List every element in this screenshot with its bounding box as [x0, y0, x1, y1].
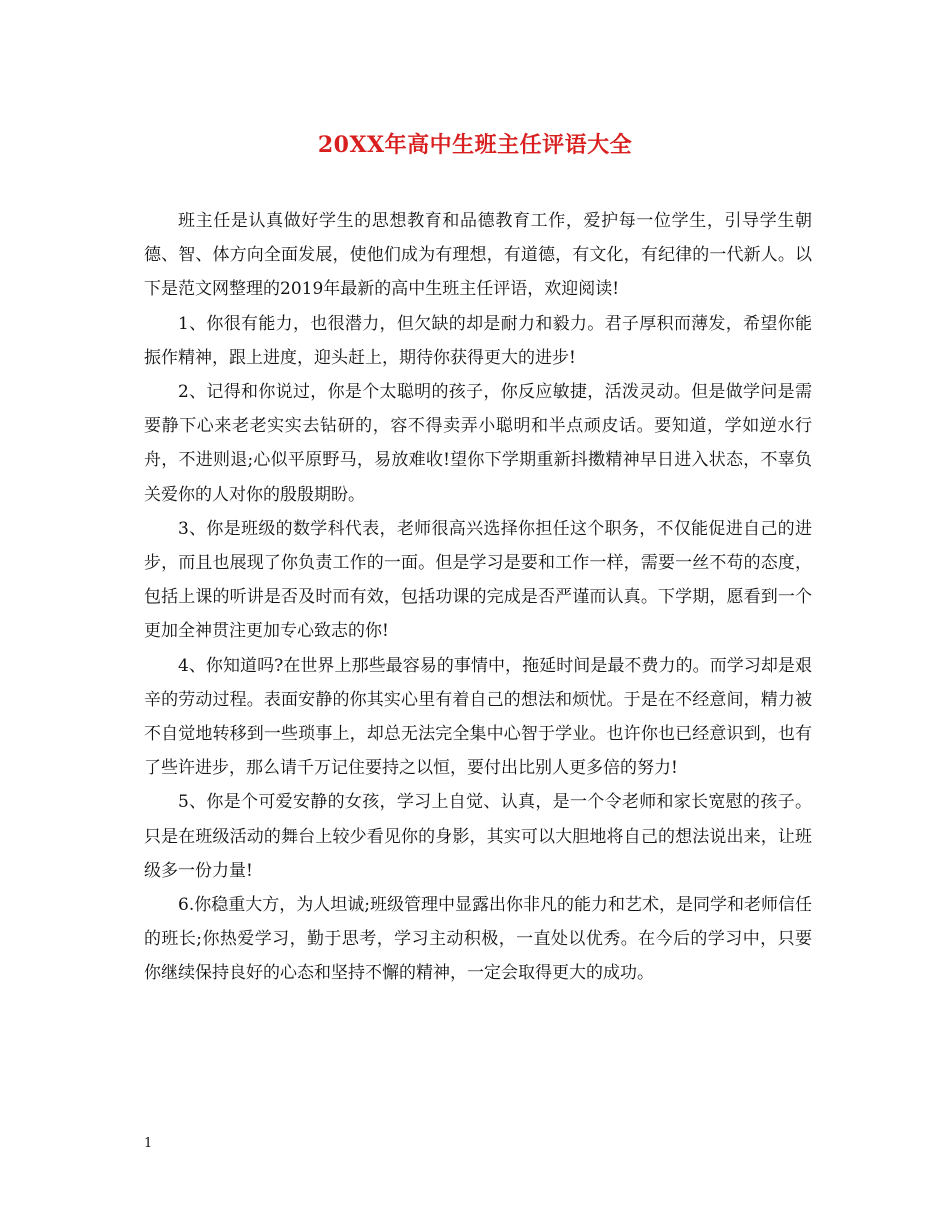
document-title: 20XX年高中生班主任评语大全 — [317, 132, 633, 158]
comment-paragraph-4: 4、你知道吗?在世界上那些最容易的事情中，拖延时间是最不费力的。而学习却是艰辛的劳动过程。表面安静的你其实心里有着自己的想法和烦忧。于是在不经意间，精力被不自觉地转移到一些琐事上，却总无法完全集中心智于学业。也许你也已经意识到，也有了些许进步，那么请千万记住要持之以恒，要付出比别人更多倍的努力! — [144, 655, 812, 779]
comment-paragraph-6: 6.你稳重大方，为人坦诚;班级管理中显露出你非凡的能力和艺术，是同学和老师信任的班长;你热爱学习，勤于思考，学习主动积极，一直处以优秀。在今后的学习中，只要你继续保持良好的心态和坚持不懈的精神，一定会取得更大的成功。 — [144, 895, 812, 984]
document-body — [144, 204, 812, 991]
comment-paragraph-3: 3、你是班级的数学科代表，老师很高兴选择你担任这个职务，不仅能促进自己的进步，而且也展现了你负责工作的一面。但是学习是要和工作一样，需要一丝不苟的态度，包括上课的听讲是否及时而有效，包括功课的完成是否严谨而认真。下学期，愿看到一个更加全神贯注更加专心致志的你! — [144, 518, 812, 642]
page-number: 1 — [144, 1136, 153, 1151]
comment-paragraph-1: 1、你很有能力，也很潜力，但欠缺的却是耐力和毅力。君子厚积而薄发，希望你能振作精神，跟上进度，迎头赶上，期待你获得更大的进步! — [144, 313, 812, 368]
intro-paragraph: 班主任是认真做好学生的思想教育和品德教育工作，爱护每一位学生，引导学生朝德、智、体方向全面发展，使他们成为有理想，有道德，有文化，有纪律的一代新人。以下是范文网整理的2019年最新的高中生班主任评语，欢迎阅读! — [144, 211, 812, 300]
comment-paragraph-2: 2、记得和你说过，你是个太聪明的孩子，你反应敏捷，活泼灵动。但是做学问是需要静下心来老老实实去钻研的，容不得卖弄小聪明和半点顽皮话。要知道，学如逆水行舟，不进则退;心似平原野马，易放难收!望你下学期重新抖擞精神早日进入状态，不辜负关爱你的人对你的殷殷期盼。 — [144, 382, 812, 505]
comment-paragraph-5: 5、你是个可爱安静的女孩，学习上自觉、认真，是一个令老师和家长宽慰的孩子。只是在班级活动的舞台上较少看见你的身影，其实可以大胆地将自己的想法说出来，让班级多一份力量! — [144, 792, 812, 881]
